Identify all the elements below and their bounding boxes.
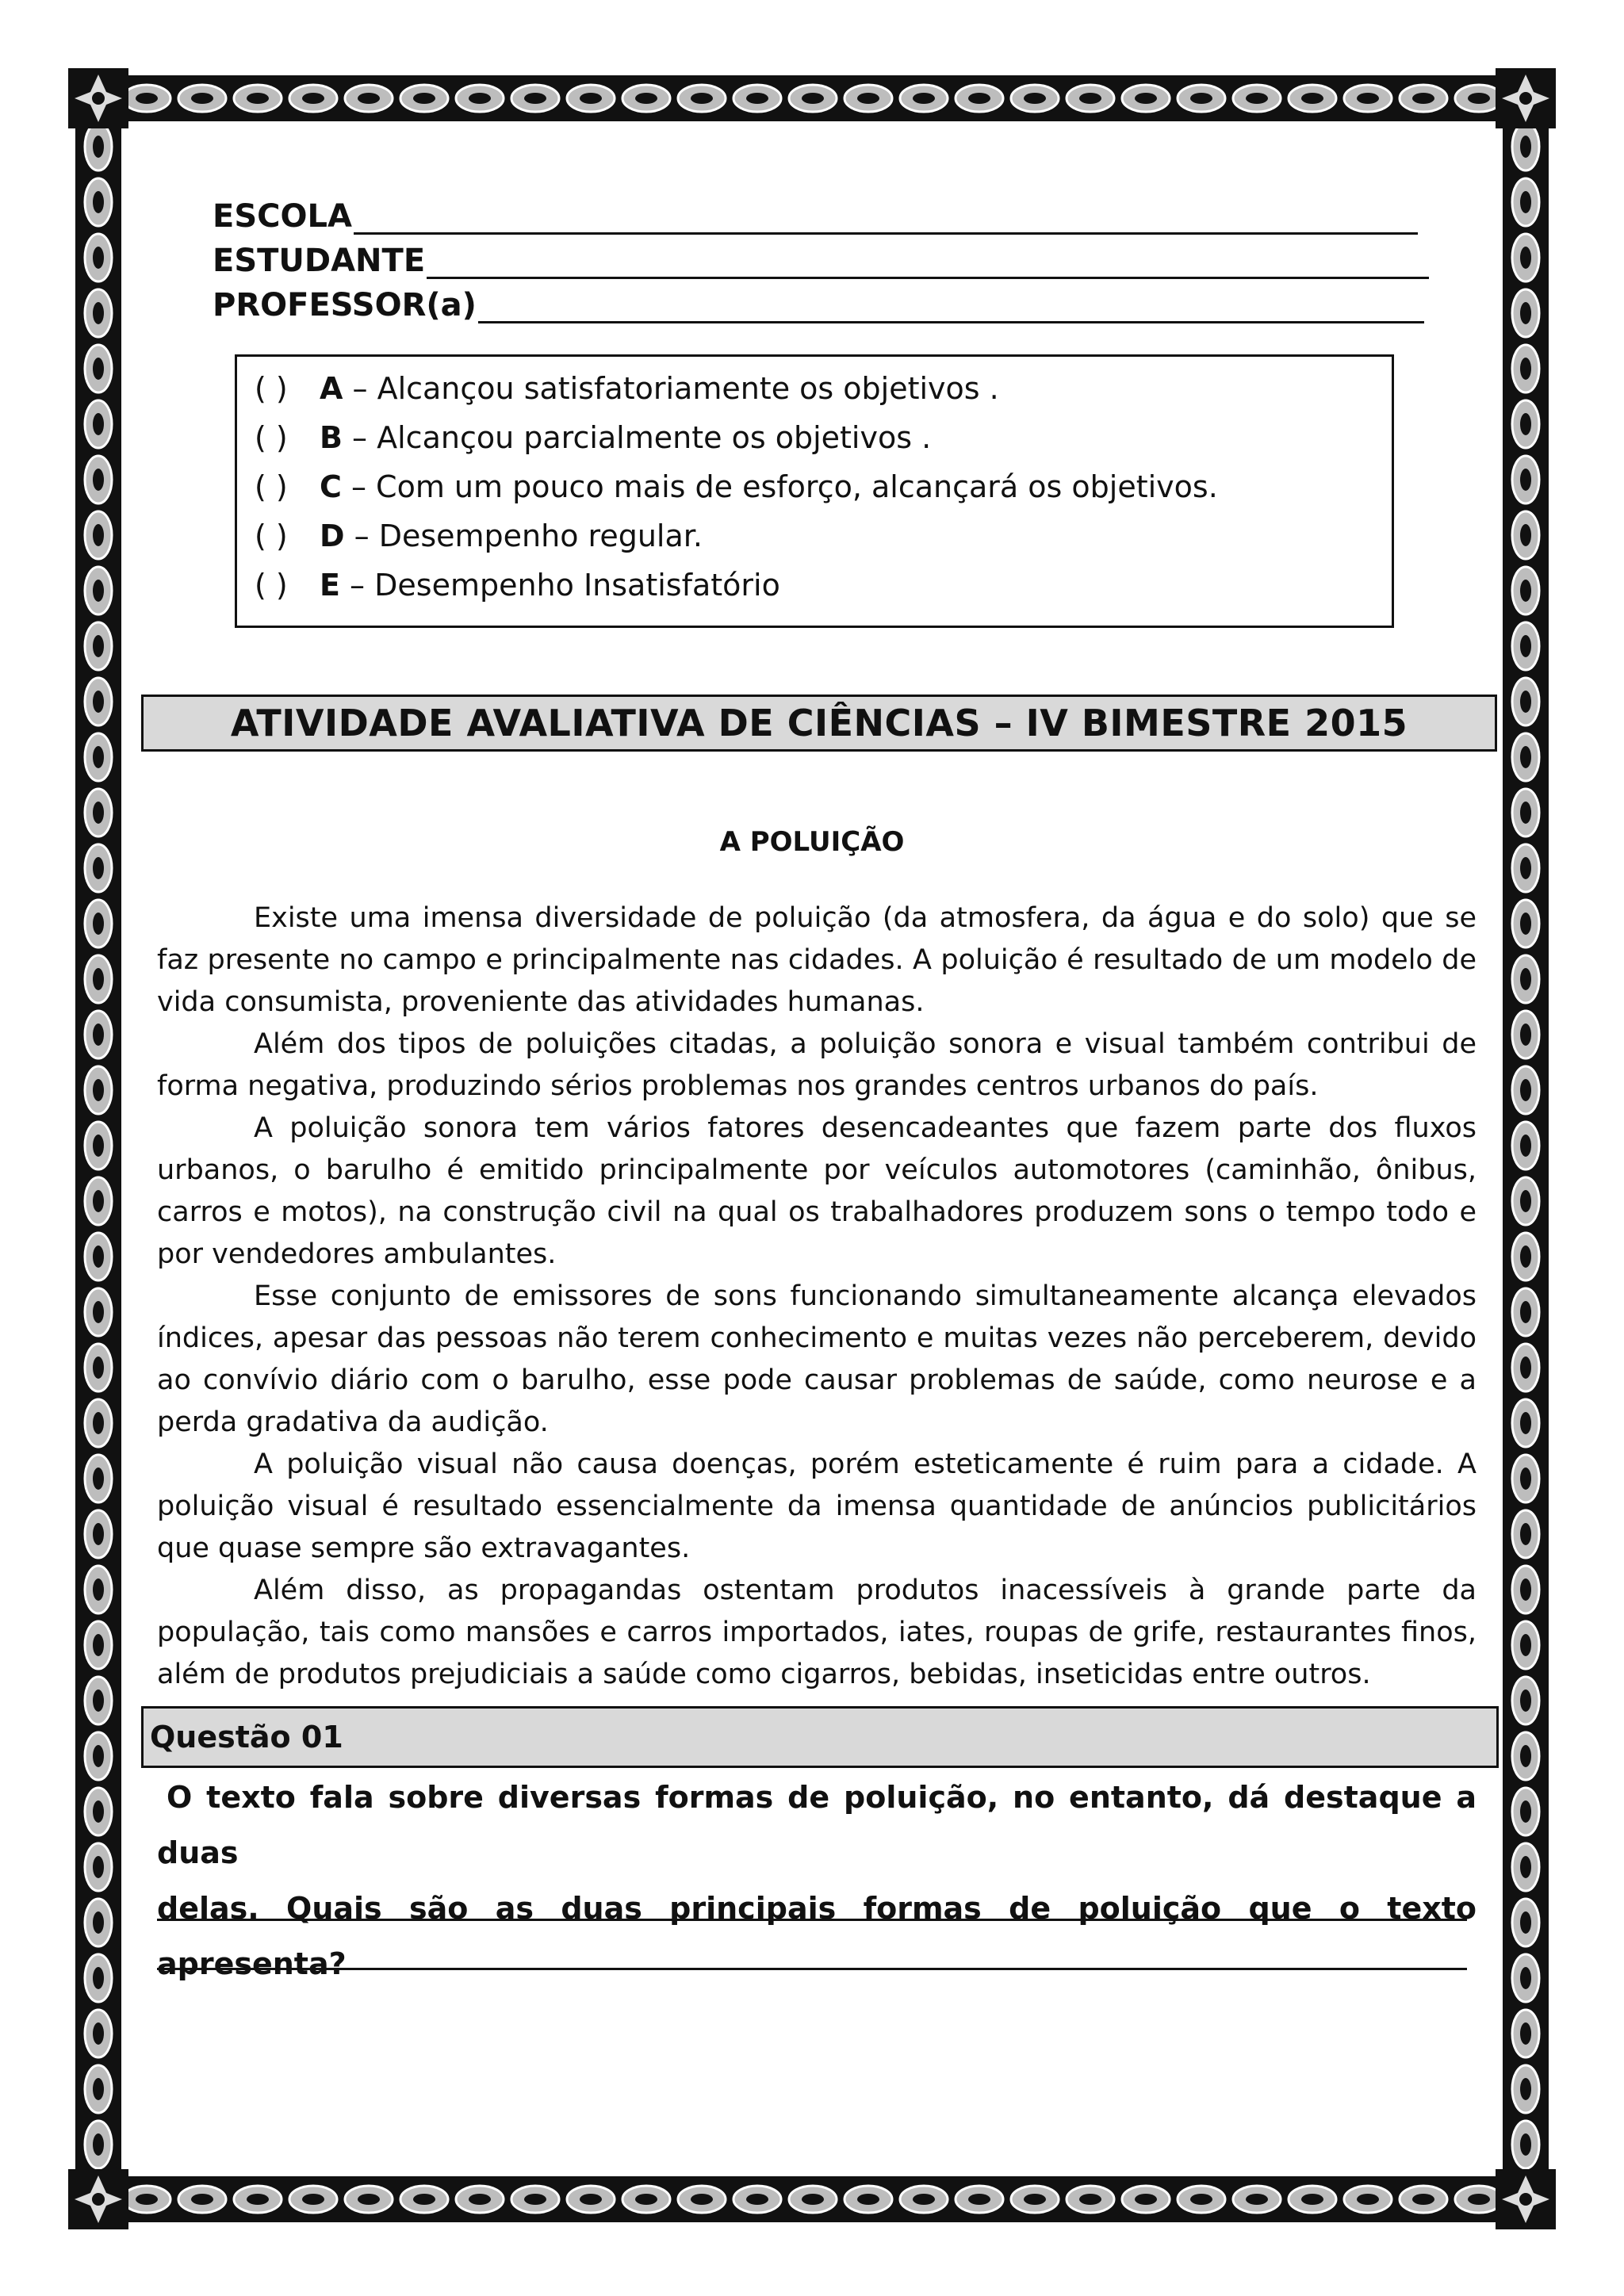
grade-description: – Desempenho Insatisfatório: [339, 568, 780, 603]
grade-letter: B: [320, 420, 343, 455]
paragraph: A poluição sonora tem vários fatores desencadeantes que fazem parte dos fluxos urbanos, o barulho é emitido principalmente por veículos automotores (caminhão, ônibus, carros e motos), na construção civil na qual os trabalhadores produzem sons o tempo todo e por vendedores ambulantes.: [157, 1112, 1477, 1270]
answer-line[interactable]: [157, 1968, 1467, 1970]
grade-letter: A: [320, 371, 343, 406]
grade-description: – Desempenho regular.: [344, 519, 703, 553]
question-label: Questão 01: [141, 1706, 1499, 1768]
checkbox-paren[interactable]: ( ): [255, 519, 288, 553]
teacher-input-line[interactable]: [478, 291, 1424, 323]
answer-line[interactable]: [157, 1919, 1467, 1921]
evaluation-option-c[interactable]: [255, 471, 1392, 503]
checkbox-paren[interactable]: ( ): [255, 568, 288, 603]
evaluation-option-a[interactable]: [255, 373, 1392, 404]
teacher-label: PROFESSOR(a): [213, 287, 477, 323]
activity-title: ATIVIDADE AVALIATIVA DE CIÊNCIAS – IV BIMESTRE 2015: [141, 695, 1497, 752]
grade-letter: C: [320, 469, 342, 504]
school-field[interactable]: [213, 198, 1418, 235]
student-input-line[interactable]: [427, 247, 1429, 279]
article-text: [157, 897, 1477, 1696]
ornamental-corner-icon: [68, 2169, 128, 2229]
question-line: O texto fala sobre diversas formas de poluição, no entanto, dá destaque a duas: [157, 1780, 1477, 1870]
border-left: [75, 119, 121, 2180]
section-title: A POLUIÇÃO: [719, 826, 905, 858]
question-text: [157, 1770, 1477, 1992]
checkbox-paren[interactable]: ( ): [255, 420, 288, 455]
checkbox-paren[interactable]: ( ): [255, 469, 288, 504]
ornamental-corner-icon: [1496, 2169, 1556, 2229]
school-label: ESCOLA: [213, 198, 352, 235]
paragraph: Além disso, as propagandas ostentam produtos inacessíveis à grande parte da população, tais como mansões e carros importados, iates, roupas de grife, restaurantes finos, além de produtos prejudiciais a saúde como cigarros, bebidas, inseticidas entre outros.: [157, 1575, 1477, 1690]
grade-letter: D: [320, 519, 345, 553]
paragraph: Esse conjunto de emissores de sons funcionando simultaneamente alcança elevados índices, apesar das pessoas não terem conhecimento e muitas vezes não perceberem, devido ao convívio diário com o barulho, esse pode causar problemas de saúde, como neurose e a perda gradativa da audição.: [157, 1280, 1477, 1438]
checkbox-paren[interactable]: ( ): [255, 371, 288, 406]
border-bottom: [119, 2176, 1507, 2222]
grade-letter: E: [320, 568, 340, 603]
paragraph: A poluição visual não causa doenças, porém esteticamente é ruim para a cidade. A poluição visual é resultado essencialmente da imensa quantidade de anúncios publicitários que quase sempre são extravagantes.: [157, 1448, 1477, 1564]
student-field[interactable]: [213, 243, 1429, 279]
border-right: [1503, 119, 1549, 2180]
question-line: delas. Quais são as duas principais formas de poluição que o texto apresenta?: [157, 1891, 1477, 1981]
grade-description: – Alcançou parcialmente os objetivos .: [342, 420, 932, 455]
evaluation-box: [235, 354, 1394, 628]
evaluation-option-e[interactable]: [255, 569, 1392, 601]
grade-description: – Alcançou satisfatoriamente os objetivos .: [343, 371, 999, 406]
ornamental-corner-icon: [1496, 68, 1556, 128]
student-label: ESTUDANTE: [213, 243, 426, 279]
evaluation-option-d[interactable]: [255, 520, 1392, 552]
teacher-field[interactable]: [213, 287, 1424, 323]
grade-description: – Com um pouco mais de esforço, alcançará os objetivos.: [341, 469, 1218, 504]
evaluation-option-b[interactable]: [255, 422, 1392, 453]
ornamental-corner-icon: [68, 68, 128, 128]
border-top: [119, 75, 1507, 121]
school-input-line[interactable]: [354, 202, 1418, 235]
paragraph: Existe uma imensa diversidade de poluição (da atmosfera, da água e do solo) que se faz presente no campo e principalmente nas cidades. A poluição é resultado de um modelo de vida consumista, proveniente das atividades humanas.: [157, 902, 1477, 1018]
paragraph: Além dos tipos de poluições citadas, a poluição sonora e visual também contribui de forma negativa, produzindo sérios problemas nos grandes centros urbanos do país.: [157, 1028, 1477, 1102]
